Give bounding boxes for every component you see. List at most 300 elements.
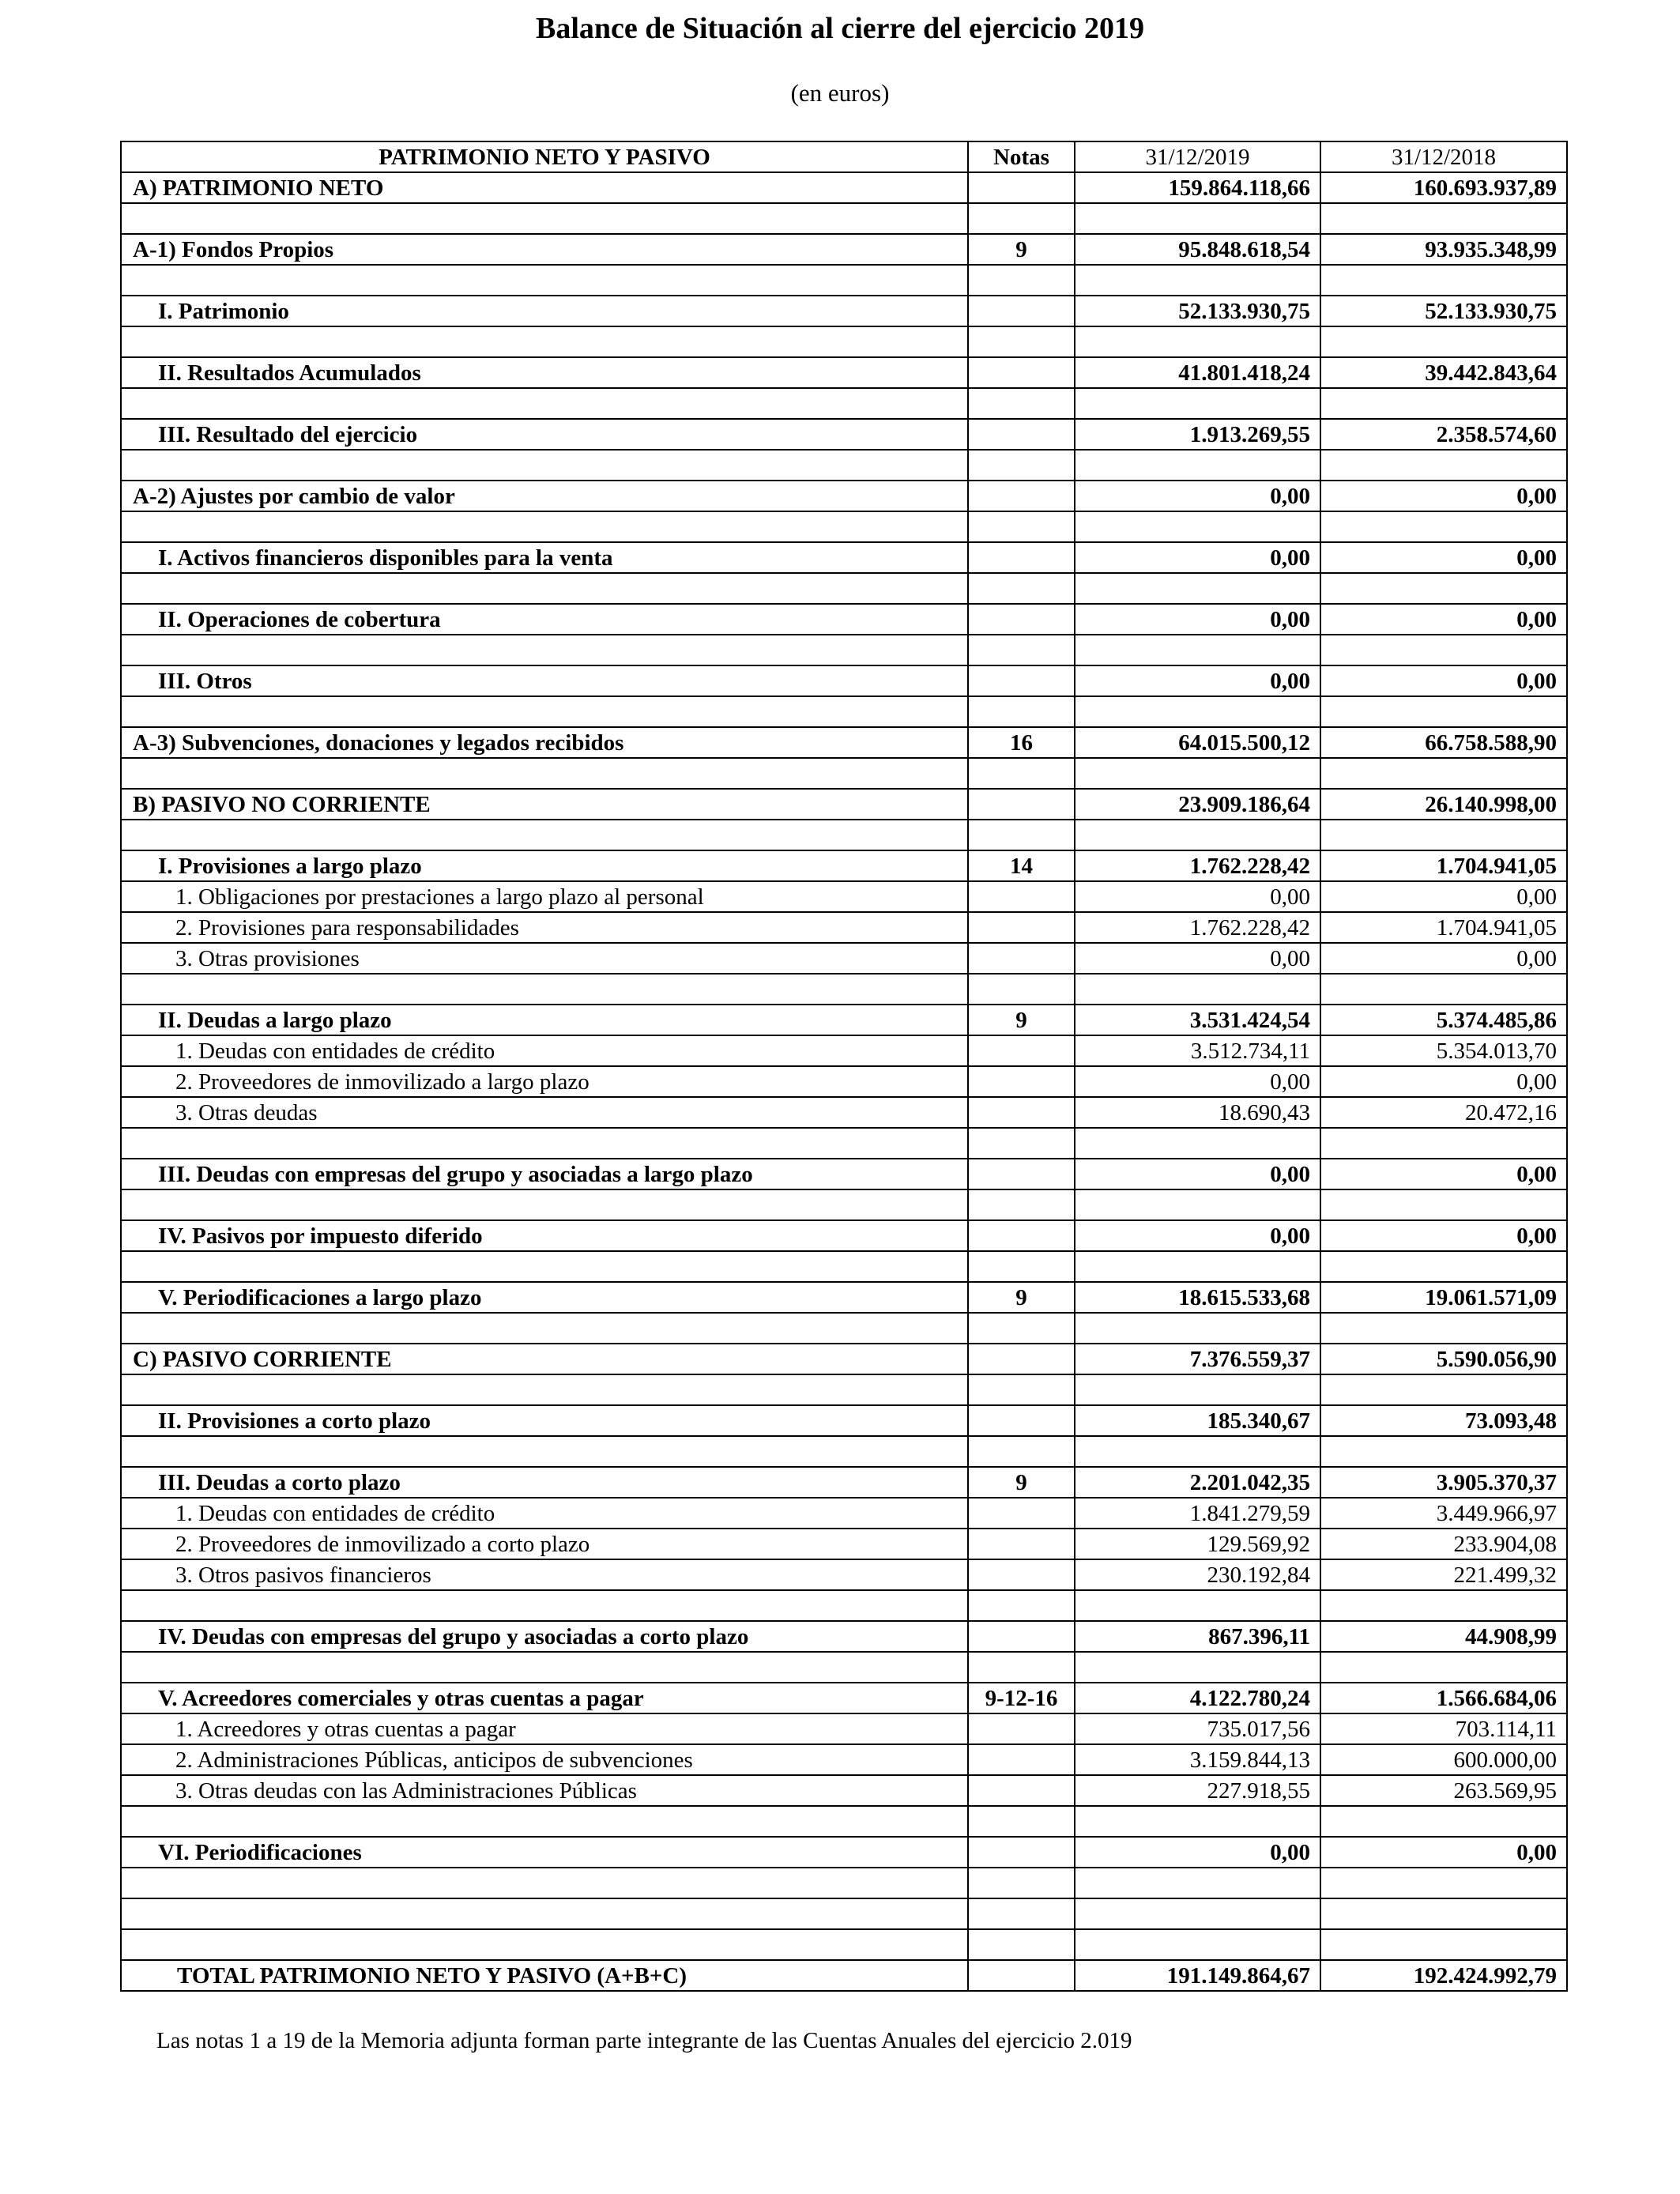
row-notas [968,1498,1075,1529]
table-row [121,727,1567,758]
empty-cell [968,1128,1075,1159]
table-row [121,850,1567,881]
blank-row [121,1436,1567,1467]
row-value-2019: 1.913.269,55 [1075,419,1320,450]
row-notas [968,1837,1075,1868]
row-label: A-1) Fondos Propios [121,234,968,265]
blank-row [121,1251,1567,1282]
row-value-2018: 1.566.684,06 [1320,1683,1567,1713]
row-value-2018: 0,00 [1320,665,1567,696]
row-value-2019: 227.918,55 [1075,1775,1320,1806]
row-label: A) PATRIMONIO NETO [121,172,968,203]
blank-row [121,1868,1567,1898]
table-row [121,1559,1567,1590]
empty-cell [1075,974,1320,1005]
table-row [121,1683,1567,1713]
row-value-2019: 0,00 [1075,604,1320,635]
row-value-2019: 1.762.228,42 [1075,912,1320,943]
row-value-2019: 0,00 [1075,542,1320,573]
blank-row [121,1898,1567,1929]
empty-cell [1075,1868,1320,1898]
table-row [121,881,1567,912]
empty-cell [1075,203,1320,234]
empty-cell [1320,635,1567,665]
row-value-2018: 0,00 [1320,604,1567,635]
row-label: 2. Proveedores de inmovilizado a corto plazo [121,1529,968,1559]
row-notas: 9 [968,234,1075,265]
table-row [121,1097,1567,1128]
empty-cell [1320,511,1567,542]
empty-cell [121,1374,968,1405]
empty-cell [1075,450,1320,481]
blank-row [121,820,1567,850]
row-value-2018: 0,00 [1320,1159,1567,1189]
empty-cell [1075,1590,1320,1621]
row-label: II. Operaciones de cobertura [121,604,968,635]
table-row [121,1005,1567,1035]
table-row [121,1837,1567,1868]
table-row [121,419,1567,450]
blank-row [121,1374,1567,1405]
row-value-2018: 44.908,99 [1320,1621,1567,1652]
empty-cell [121,1868,968,1898]
row-value-2019: 159.864.118,66 [1075,172,1320,203]
row-notas: 9 [968,1467,1075,1498]
row-value-2018: 0,00 [1320,542,1567,573]
row-value-2018: 0,00 [1320,881,1567,912]
empty-cell [121,573,968,604]
row-notas [968,665,1075,696]
table-row [121,1220,1567,1251]
table-row [121,1282,1567,1313]
column-header-notas: Notas [968,141,1075,172]
blank-row [121,635,1567,665]
empty-cell [1320,1652,1567,1683]
empty-cell [1320,1374,1567,1405]
row-value-2019: 191.149.864,67 [1075,1960,1320,1991]
row-value-2018: 263.569,95 [1320,1775,1567,1806]
empty-cell [1320,1436,1567,1467]
blank-row [121,388,1567,419]
row-label: 2. Administraciones Públicas, anticipos de subvenciones [121,1744,968,1775]
empty-cell [1320,1128,1567,1159]
empty-cell [121,1806,968,1837]
balance-table-body [121,141,1567,1991]
row-value-2019: 3.512.734,11 [1075,1035,1320,1066]
row-value-2019: 0,00 [1075,481,1320,511]
row-value-2018: 52.133.930,75 [1320,296,1567,326]
row-notas [968,419,1075,450]
row-label: 2. Proveedores de inmovilizado a largo plazo [121,1066,968,1097]
empty-cell [1320,326,1567,357]
empty-cell [1075,573,1320,604]
table-row [121,789,1567,820]
table-row [121,1035,1567,1066]
row-notas [968,912,1075,943]
row-notas [968,1066,1075,1097]
row-value-2019: 129.569,92 [1075,1529,1320,1559]
blank-row [121,573,1567,604]
footer-note: Las notas 1 a 19 de la Memoria adjunta forman parte integrante de las Cuentas Anuales del ejercicio 2.019 [156,2028,1132,2053]
empty-cell [968,326,1075,357]
empty-cell [1320,1251,1567,1282]
empty-cell [1075,1806,1320,1837]
row-notas [968,604,1075,635]
table-row [121,357,1567,388]
empty-cell [121,1898,968,1929]
row-notas [968,1529,1075,1559]
empty-cell [1320,573,1567,604]
row-value-2018: 20.472,16 [1320,1097,1567,1128]
row-notas: 9 [968,1282,1075,1313]
row-value-2018: 5.374.485,86 [1320,1005,1567,1035]
total-row [121,1960,1567,1991]
empty-cell [1075,1251,1320,1282]
row-notas [968,481,1075,511]
row-value-2018: 0,00 [1320,1220,1567,1251]
empty-cell [1320,974,1567,1005]
table-row [121,1159,1567,1189]
empty-cell [968,1313,1075,1344]
row-value-2018: 192.424.992,79 [1320,1960,1567,1991]
row-value-2019: 0,00 [1075,1220,1320,1251]
row-label: II. Provisiones a corto plazo [121,1405,968,1436]
blank-row [121,265,1567,296]
empty-cell [121,203,968,234]
table-row [121,912,1567,943]
row-label: III. Deudas a corto plazo [121,1467,968,1498]
table-row [121,604,1567,635]
table-row [121,1467,1567,1498]
row-value-2019: 0,00 [1075,1066,1320,1097]
empty-cell [1320,1868,1567,1898]
row-value-2018: 0,00 [1320,1066,1567,1097]
row-value-2018: 3.449.966,97 [1320,1498,1567,1529]
row-value-2019: 867.396,11 [1075,1621,1320,1652]
table-row [121,943,1567,974]
row-label: 3. Otras deudas con las Administraciones Públicas [121,1775,968,1806]
blank-row [121,1929,1567,1960]
empty-cell [968,758,1075,789]
blank-row [121,1590,1567,1621]
empty-cell [121,388,968,419]
row-label: 1. Deudas con entidades de crédito [121,1498,968,1529]
table-row [121,1621,1567,1652]
table-row [121,1066,1567,1097]
row-label: 1. Obligaciones por prestaciones a largo plazo al personal [121,881,968,912]
empty-cell [121,265,968,296]
row-value-2019: 0,00 [1075,1837,1320,1868]
empty-cell [1075,511,1320,542]
row-notas [968,1097,1075,1128]
row-value-2018: 66.758.588,90 [1320,727,1567,758]
blank-row [121,1652,1567,1683]
row-label: III. Resultado del ejercicio [121,419,968,450]
empty-cell [968,1806,1075,1837]
blank-row [121,326,1567,357]
page-subtitle: (en euros) [790,79,890,107]
column-header-2018: 31/12/2018 [1320,141,1567,172]
empty-cell [968,511,1075,542]
empty-cell [1075,1128,1320,1159]
row-notas [968,1744,1075,1775]
table-row [121,1529,1567,1559]
row-value-2019: 2.201.042,35 [1075,1467,1320,1498]
empty-cell [1075,1652,1320,1683]
empty-cell [1320,1189,1567,1220]
row-value-2018: 1.704.941,05 [1320,850,1567,881]
empty-cell [1320,1313,1567,1344]
row-notas [968,296,1075,326]
row-value-2018: 39.442.843,64 [1320,357,1567,388]
row-notas [968,1344,1075,1374]
row-label: IV. Deudas con empresas del grupo y asociadas a corto plazo [121,1621,968,1652]
empty-cell [968,1929,1075,1960]
row-notas [968,881,1075,912]
blank-row [121,1189,1567,1220]
empty-cell [968,1436,1075,1467]
empty-cell [968,573,1075,604]
table-row [121,481,1567,511]
row-value-2019: 1.762.228,42 [1075,850,1320,881]
table-header-row [121,141,1567,172]
balance-table [120,141,1568,1992]
empty-cell [1075,326,1320,357]
row-value-2019: 4.122.780,24 [1075,1683,1320,1713]
row-label: C) PASIVO CORRIENTE [121,1344,968,1374]
empty-cell [1320,820,1567,850]
row-notas [968,1220,1075,1251]
table-row [121,172,1567,203]
empty-cell [968,635,1075,665]
table-row [121,1498,1567,1529]
empty-cell [1075,265,1320,296]
row-value-2018: 73.093,48 [1320,1405,1567,1436]
empty-cell [121,511,968,542]
row-value-2019: 18.615.533,68 [1075,1282,1320,1313]
row-value-2019: 735.017,56 [1075,1713,1320,1744]
row-value-2019: 0,00 [1075,943,1320,974]
empty-cell [968,1590,1075,1621]
empty-cell [121,450,968,481]
table-row [121,1713,1567,1744]
row-label: I. Activos financieros disponibles para la venta [121,542,968,573]
row-label: V. Periodificaciones a largo plazo [121,1282,968,1313]
empty-cell [1320,1929,1567,1960]
empty-cell [1075,388,1320,419]
row-notas [968,1159,1075,1189]
empty-cell [1320,758,1567,789]
table-row [121,234,1567,265]
empty-cell [1075,1189,1320,1220]
empty-cell [968,388,1075,419]
empty-cell [121,1652,968,1683]
empty-cell [1320,1806,1567,1837]
empty-cell [968,1374,1075,1405]
empty-cell [1320,203,1567,234]
row-value-2018: 3.905.370,37 [1320,1467,1567,1498]
empty-cell [968,203,1075,234]
row-value-2018: 93.935.348,99 [1320,234,1567,265]
empty-cell [968,1898,1075,1929]
empty-cell [1320,1898,1567,1929]
row-value-2018: 0,00 [1320,1837,1567,1868]
row-notas [968,1405,1075,1436]
row-label: I. Provisiones a largo plazo [121,850,968,881]
blank-row [121,974,1567,1005]
row-notas [968,1713,1075,1744]
page-title: Balance de Situación al cierre del ejercicio 2019 [535,12,1145,45]
row-notas [968,943,1075,974]
table-row [121,1775,1567,1806]
table-row [121,542,1567,573]
row-notas [968,1621,1075,1652]
empty-cell [121,974,968,1005]
row-value-2019: 0,00 [1075,665,1320,696]
row-notas [968,789,1075,820]
empty-cell [121,1436,968,1467]
blank-row [121,758,1567,789]
table-row [121,1744,1567,1775]
table-row [121,296,1567,326]
row-notas [968,1559,1075,1590]
table-row [121,1344,1567,1374]
empty-cell [1075,1374,1320,1405]
empty-cell [1320,450,1567,481]
row-notas: 14 [968,850,1075,881]
row-value-2018: 160.693.937,89 [1320,172,1567,203]
empty-cell [121,1590,968,1621]
row-value-2018: 2.358.574,60 [1320,419,1567,450]
empty-cell [121,758,968,789]
empty-cell [968,265,1075,296]
row-value-2018: 221.499,32 [1320,1559,1567,1590]
row-value-2019: 1.841.279,59 [1075,1498,1320,1529]
empty-cell [1075,1929,1320,1960]
row-value-2019: 64.015.500,12 [1075,727,1320,758]
empty-cell [968,1251,1075,1282]
row-value-2018: 5.354.013,70 [1320,1035,1567,1066]
empty-cell [1320,388,1567,419]
empty-cell [1075,635,1320,665]
blank-row [121,511,1567,542]
row-label: A-3) Subvenciones, donaciones y legados recibidos [121,727,968,758]
empty-cell [1320,696,1567,727]
empty-cell [121,635,968,665]
row-value-2019: 7.376.559,37 [1075,1344,1320,1374]
row-value-2019: 185.340,67 [1075,1405,1320,1436]
row-value-2019: 230.192,84 [1075,1559,1320,1590]
row-value-2019: 52.133.930,75 [1075,296,1320,326]
row-value-2018: 5.590.056,90 [1320,1344,1567,1374]
row-value-2019: 3.531.424,54 [1075,1005,1320,1035]
empty-cell [1075,758,1320,789]
row-notas: 9 [968,1005,1075,1035]
row-label: VI. Periodificaciones [121,1837,968,1868]
empty-cell [121,326,968,357]
row-label: III. Otros [121,665,968,696]
row-label: II. Deudas a largo plazo [121,1005,968,1035]
row-label: 3. Otras provisiones [121,943,968,974]
blank-row [121,1806,1567,1837]
empty-cell [1320,1590,1567,1621]
row-label: 3. Otras deudas [121,1097,968,1128]
row-notas [968,1035,1075,1066]
row-value-2018: 1.704.941,05 [1320,912,1567,943]
blank-row [121,1313,1567,1344]
row-value-2019: 23.909.186,64 [1075,789,1320,820]
column-header-concept: PATRIMONIO NETO Y PASIVO [121,141,968,172]
empty-cell [121,1251,968,1282]
row-notas [968,1775,1075,1806]
empty-cell [121,1128,968,1159]
row-label: III. Deudas con empresas del grupo y asociadas a largo plazo [121,1159,968,1189]
row-value-2019: 0,00 [1075,1159,1320,1189]
empty-cell [968,450,1075,481]
empty-cell [121,1313,968,1344]
row-value-2018: 600.000,00 [1320,1744,1567,1775]
empty-cell [121,1189,968,1220]
empty-cell [121,820,968,850]
row-notas [968,1960,1075,1991]
empty-cell [968,1189,1075,1220]
row-value-2019: 18.690,43 [1075,1097,1320,1128]
empty-cell [1075,696,1320,727]
row-value-2018: 26.140.998,00 [1320,789,1567,820]
empty-cell [1075,1898,1320,1929]
row-notas: 16 [968,727,1075,758]
row-label: 1. Deudas con entidades de crédito [121,1035,968,1066]
column-header-2019: 31/12/2019 [1075,141,1320,172]
row-notas: 9-12-16 [968,1683,1075,1713]
empty-cell [1320,265,1567,296]
empty-cell [968,974,1075,1005]
row-label: A-2) Ajustes por cambio de valor [121,481,968,511]
blank-row [121,203,1567,234]
empty-cell [1075,820,1320,850]
row-value-2018: 0,00 [1320,943,1567,974]
row-value-2018: 19.061.571,09 [1320,1282,1567,1313]
empty-cell [121,696,968,727]
row-notas [968,357,1075,388]
row-label: II. Resultados Acumulados [121,357,968,388]
empty-cell [968,820,1075,850]
table-row [121,1405,1567,1436]
empty-cell [968,1868,1075,1898]
row-label: I. Patrimonio [121,296,968,326]
empty-cell [121,1929,968,1960]
row-label: TOTAL PATRIMONIO NETO Y PASIVO (A+B+C) [121,1960,968,1991]
row-notas [968,172,1075,203]
row-label: V. Acreedores comerciales y otras cuentas a pagar [121,1683,968,1713]
row-label: 1. Acreedores y otras cuentas a pagar [121,1713,968,1744]
table-row [121,665,1567,696]
row-label: B) PASIVO NO CORRIENTE [121,789,968,820]
blank-row [121,696,1567,727]
row-notas [968,542,1075,573]
row-value-2018: 0,00 [1320,481,1567,511]
empty-cell [1075,1436,1320,1467]
row-value-2019: 95.848.618,54 [1075,234,1320,265]
row-label: 3. Otros pasivos financieros [121,1559,968,1590]
row-value-2019: 41.801.418,24 [1075,357,1320,388]
blank-row [121,1128,1567,1159]
blank-row [121,450,1567,481]
empty-cell [968,696,1075,727]
row-label: IV. Pasivos por impuesto diferido [121,1220,968,1251]
row-value-2019: 3.159.844,13 [1075,1744,1320,1775]
row-value-2018: 703.114,11 [1320,1713,1567,1744]
